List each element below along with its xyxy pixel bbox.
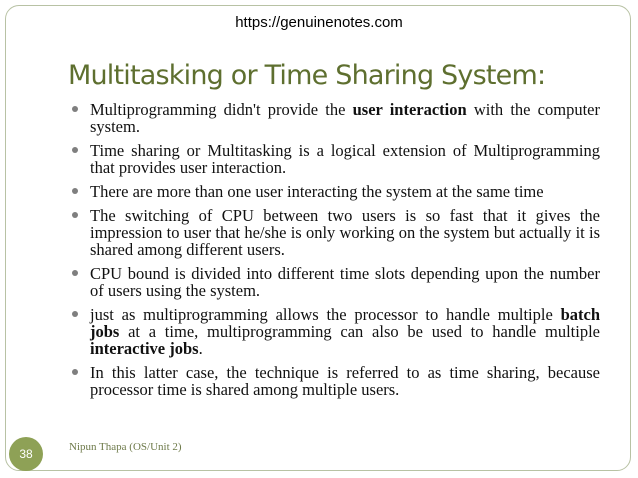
bullet-text: Time sharing or Multitasking is a logical extension of Multiprogramming that provides user interaction. — [90, 141, 600, 177]
footer-author: Nipun Thapa (OS/Unit 2) — [69, 441, 182, 453]
bullet-item — [72, 306, 600, 357]
bullet-item — [72, 207, 600, 258]
bullet-item — [72, 265, 600, 299]
slide-title: Multitasking or Time Sharing System: — [68, 60, 546, 91]
bullet-item — [72, 142, 600, 176]
bullet-text: CPU bound is divided into different time slots depending upon the number of users using the system. — [90, 264, 600, 300]
bullet-text: at a time, multiprogramming can also be used to handle multiple — [119, 322, 600, 341]
bullet-item — [72, 101, 600, 135]
bullet-text: Multiprogramming didn't provide the — [90, 100, 353, 119]
bullet-item — [72, 183, 600, 200]
bullet-text: . — [198, 339, 203, 358]
bullet-dot-icon — [72, 188, 78, 194]
bullet-dot-icon — [72, 369, 78, 375]
bullet-dot-icon — [72, 270, 78, 276]
bullet-emphasis: user interaction — [352, 100, 467, 119]
bullet-dot-icon — [72, 311, 78, 317]
bullet-dot-icon — [72, 147, 78, 153]
bullet-text: just as multiprogramming allows the processor to handle multiple — [90, 305, 561, 324]
bullet-emphasis: batch jobs — [90, 305, 600, 341]
bullet-dot-icon — [72, 212, 78, 218]
bullet-emphasis: interactive jobs — [90, 339, 199, 358]
bullet-text: In this latter case, the technique is referred to as time sharing, because processor time is shared among multiple users. — [90, 363, 600, 399]
bullet-item — [72, 364, 600, 398]
bullet-dot-icon — [72, 106, 78, 112]
source-url: https://genuinenotes.com — [235, 14, 403, 31]
bullet-list — [72, 101, 600, 405]
bullet-text: There are more than one user interacting the system at the same time — [90, 182, 544, 201]
bullet-text: The switching of CPU between two users is so fast that it gives the impression to user that he/she is only working on the system but actually it is shared among different users. — [90, 206, 600, 259]
page-number-badge: 38 — [9, 437, 43, 471]
bullet-text: with the computer system. — [90, 100, 600, 136]
